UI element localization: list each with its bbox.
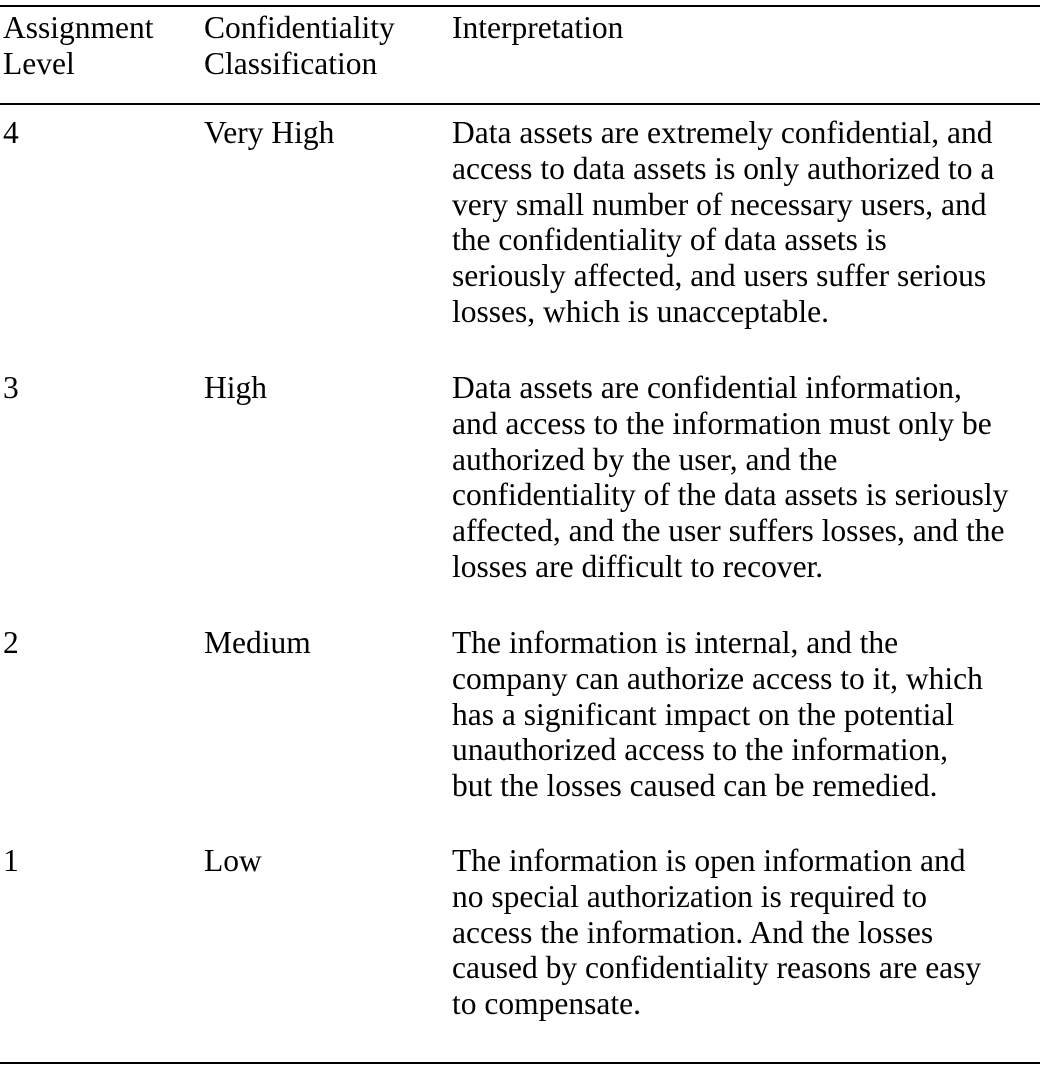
row-interpretation-cell — [452, 625, 1042, 804]
header-line: Classification — [204, 45, 378, 81]
header-interpretation — [452, 10, 1042, 46]
interpretation-line: The information is internal, and the — [452, 625, 899, 660]
interpretation-line: caused by confidentiality reasons are easy — [452, 950, 982, 986]
row-level-cell: 4 — [3, 115, 19, 150]
interpretation-line: Data assets are extremely confidential, and — [452, 115, 993, 150]
interpretation-line: unauthorized access to the information, — [452, 732, 948, 768]
interpretation-line: authorized by the user, and the — [452, 441, 838, 477]
row-classification-cell: Medium — [204, 625, 311, 660]
interpretation-line: affected, and the user suffers losses, and the — [452, 513, 1005, 549]
interpretation-line: to compensate. — [452, 986, 641, 1022]
row-classification-cell: Low — [204, 843, 262, 878]
interpretation-line: has a significant impact on the potential — [452, 696, 955, 732]
interpretation-line: but the losses caused can be remedied. — [452, 768, 938, 804]
row-classification-cell: Very High — [204, 115, 335, 150]
interpretation-line: and access to the information must only be — [452, 405, 992, 441]
header-assignment-level — [3, 10, 154, 82]
row-level-cell: 1 — [3, 843, 19, 878]
row-interpretation-cell — [452, 370, 1042, 585]
row-interpretation-cell — [452, 843, 1042, 1022]
row-level-cell: 2 — [3, 625, 19, 660]
header-confidentiality-classification — [204, 10, 395, 82]
interpretation-line: losses are difficult to recover. — [452, 548, 824, 584]
header-line: Level — [3, 45, 75, 81]
header-bottom-rule — [0, 103, 1040, 105]
header-line: Assignment — [3, 10, 154, 45]
row-level-cell: 3 — [3, 370, 19, 405]
row-classification-cell: High — [204, 370, 267, 405]
interpretation-line: the confidentiality of data assets is — [452, 222, 887, 258]
table-top-rule — [0, 5, 1040, 7]
table-bottom-rule — [0, 1062, 1040, 1064]
interpretation-line: company can authorize access to it, which — [452, 660, 983, 696]
interpretation-line: losses, which is unacceptable. — [452, 293, 830, 329]
interpretation-line: access the information. And the losses — [452, 914, 934, 950]
header-line: Confidentiality — [204, 10, 395, 45]
interpretation-line: access to data assets is only authorized to a — [452, 150, 995, 186]
interpretation-line: very small number of necessary users, and — [452, 186, 987, 222]
interpretation-line: no special authorization is required to — [452, 878, 927, 914]
interpretation-line: The information is open information and — [452, 843, 966, 878]
interpretation-line: Data assets are confidential information, — [452, 370, 962, 405]
header-line: Interpretation — [452, 10, 624, 45]
row-interpretation-cell — [452, 115, 1042, 330]
interpretation-line: seriously affected, and users suffer serious — [452, 258, 987, 294]
interpretation-line: confidentiality of the data assets is seriously — [452, 477, 1009, 513]
